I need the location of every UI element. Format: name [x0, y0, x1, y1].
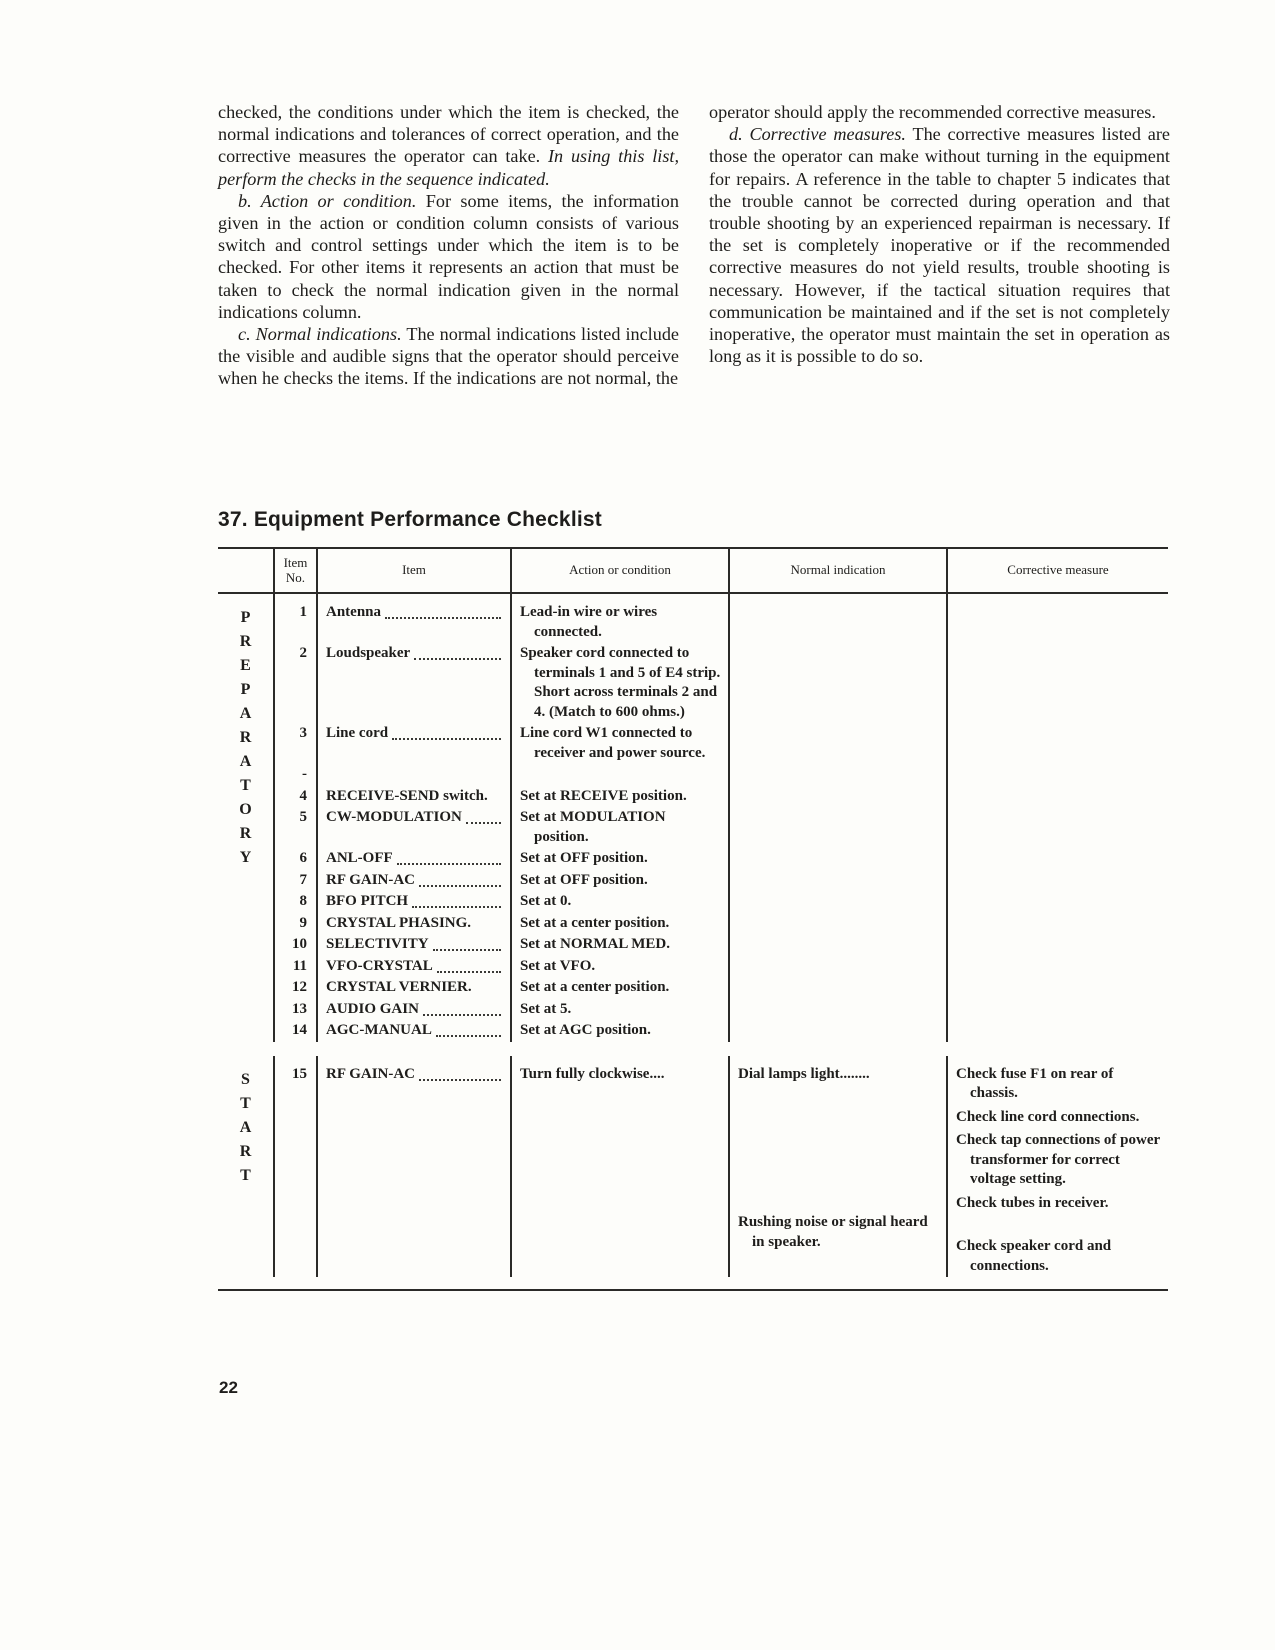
action-text: Set at a center position. [520, 979, 670, 995]
corrective-measure-cell [948, 848, 1168, 870]
normal-indication-cell [730, 1056, 948, 1278]
section-heading: 37. Equipment Performance Checklist [218, 508, 602, 531]
dotted-leader [385, 603, 501, 619]
corrective-measure-cell [948, 723, 1168, 764]
action-cell [512, 1056, 730, 1278]
normal-indication-cell [730, 891, 948, 913]
action-cell [512, 956, 730, 978]
item-cell [318, 594, 512, 643]
action-text: Set at 0. [520, 893, 572, 909]
action-cell [512, 870, 730, 892]
corrective-measure-cell [948, 913, 1168, 935]
table-row [275, 934, 1168, 956]
item-cell [318, 643, 512, 723]
normal-indication-cell [730, 764, 948, 786]
action-text: Line cord W1 connected to receiver and power source. [520, 725, 706, 761]
group-label-letter: Y [239, 849, 252, 866]
italic-segment: b. Action or condition. [238, 190, 417, 211]
item-number-cell: 6 [275, 848, 318, 870]
item-name [326, 765, 340, 785]
item-header: Item [318, 549, 512, 592]
action-cell [512, 848, 730, 870]
table-row [275, 1020, 1168, 1042]
action-cell [512, 999, 730, 1021]
group-column-header [218, 549, 275, 592]
item-cell [318, 786, 512, 808]
normal-indication-cell [730, 848, 948, 870]
text-segment: The normal indications listed include the visible and audible signs that the operator should perceive when he checks the items. If the indications are not normal, the [218, 324, 679, 389]
action-text: Set at a center position. [520, 914, 670, 931]
item-number-cell: 3 [275, 723, 318, 764]
table-group-start [218, 1056, 1168, 1292]
group-label-letter: S [241, 1070, 250, 1088]
table-row [275, 1056, 1168, 1278]
item-number-cell: 2 [275, 643, 318, 723]
dotted-leader [433, 935, 501, 951]
normal-indication-cell [730, 870, 948, 892]
corrective-measure-text: Check fuse F1 on rear of chassis. [956, 1065, 1114, 1101]
group-label-start [218, 1056, 275, 1278]
action-text: Set at AGC position. [520, 1022, 651, 1038]
action-cell [512, 934, 730, 956]
item-cell [318, 1056, 512, 1278]
item-number-cell: 14 [275, 1020, 318, 1042]
group-label-letter: E [240, 657, 251, 674]
corrective-measure-cell [948, 1020, 1168, 1042]
action-cell [512, 643, 730, 723]
item-number-cell: 9 [275, 913, 318, 935]
corrective-measure-cell [948, 934, 1168, 956]
table-group-preparatory [218, 594, 1168, 1042]
item-name: AUDIO GAIN [326, 1000, 419, 1017]
table-header-row [218, 547, 1168, 594]
item-cell [318, 891, 512, 913]
item-cell [318, 848, 512, 870]
group-label-preparatory [218, 594, 275, 1042]
action-text: Set at RECEIVE position. [520, 787, 687, 804]
italic-segment: d. Corrective measures. [729, 124, 906, 145]
action-cell [512, 891, 730, 913]
action-cell [512, 764, 730, 786]
corrective-measure-cell [948, 870, 1168, 892]
corrective-measure-cell [948, 643, 1168, 723]
item-cell [318, 934, 512, 956]
table-row [275, 786, 1168, 808]
action-text: Lead-in wire or wires connected. [520, 604, 658, 640]
table-row [275, 807, 1168, 848]
item-name: Line cord [326, 725, 389, 741]
corrective-measure-cell [948, 956, 1168, 978]
table-rows [275, 1056, 1168, 1278]
table-row [275, 764, 1168, 786]
item-cell [318, 999, 512, 1021]
action-header: Action or condition [512, 549, 730, 592]
table-row [275, 870, 1168, 892]
item-cell [318, 956, 512, 978]
table-row [275, 594, 1168, 643]
corrective-measure-cell [948, 1056, 1168, 1278]
dotted-leader [419, 1065, 501, 1081]
group-label-letter: P [240, 609, 251, 626]
item-cell [318, 764, 512, 786]
item-cell [318, 913, 512, 935]
item-number-cell: 8 [275, 891, 318, 913]
action-text: Set at OFF position. [520, 850, 648, 866]
item-number-cell: 13 [275, 999, 318, 1021]
normal-indication-text: Dial lamps light........ [738, 1065, 870, 1082]
paragraph [218, 101, 679, 190]
item-name: SELECTIVITY [326, 936, 429, 952]
item-number-cell: 15 [275, 1056, 318, 1278]
dotted-leader [392, 724, 501, 740]
italic-segment: In using this list, perform the checks in the sequence indicated. [218, 146, 679, 189]
normal-indication-cell [730, 977, 948, 999]
item-number-cell: 7 [275, 870, 318, 892]
action-cell [512, 807, 730, 848]
corrective-measure-cell [948, 764, 1168, 786]
dotted-leader [412, 892, 501, 908]
intro-right-column [709, 101, 1170, 390]
corrective-measure-cell [948, 807, 1168, 848]
item-number-cell: 5 [275, 807, 318, 848]
text-segment: The corrective measures listed are those the operator can make without turning in the equipment for repairs. A reference in the table to chapter 5 indicates that the trouble cannot be corrected during operation and that trouble shooting by an experienced repairman is necessary. If the set is completely inoperative or if the recommended corrective measures do not yield results, trouble shooting is necessary. However, if the tactical situation requires that communication be maintained and if the set is not completely inoperative, the operator must maintain the set in operation as long as it is possible to do so. [709, 124, 1170, 367]
action-cell [512, 594, 730, 643]
equipment-checklist-table [218, 547, 1168, 1291]
item-number-cell: 12 [275, 977, 318, 999]
table-row [275, 848, 1168, 870]
italic-segment: c. Normal indications. [238, 324, 402, 345]
item-name: AGC-MANUAL [326, 1022, 432, 1038]
group-label-letter: R [239, 633, 252, 650]
corrective-measure-text: Check tubes in receiver. [956, 1194, 1109, 1211]
group-label-letter: T [240, 777, 251, 794]
item-name: Antenna [326, 604, 382, 620]
group-label-letter: O [239, 801, 252, 818]
dotted-leader [436, 1021, 501, 1037]
normal-indication-cell [730, 786, 948, 808]
page-number: 22 [219, 1378, 238, 1397]
item-cell [318, 723, 512, 764]
item-number-cell: 11 [275, 956, 318, 978]
table-row [275, 723, 1168, 764]
group-label-letter: T [240, 1166, 251, 1184]
item-cell [318, 870, 512, 892]
normal-indication-cell [730, 999, 948, 1021]
item-name: CW-MODULATION [326, 809, 462, 825]
item-number-cell: 10 [275, 934, 318, 956]
group-label-letter: R [239, 825, 252, 842]
normal-indication-cell [730, 934, 948, 956]
group-label-letter: R [239, 729, 252, 746]
paragraph [218, 190, 679, 323]
group-label-letter: A [239, 1118, 252, 1136]
table-row [275, 891, 1168, 913]
item-name: Loudspeaker [326, 645, 411, 661]
table-row [275, 913, 1168, 935]
normal-indication-cell [730, 643, 948, 723]
item-name: RF GAIN-AC [326, 1065, 416, 1082]
corrective-measure-text: Check line cord connections. [956, 1108, 1140, 1125]
action-text: Speaker cord connected to terminals 1 and 5 of E4 strip. Short across terminals 2 and 4. (Match to 600 ohms.) [520, 645, 721, 720]
item-name: VFO-CRYSTAL [326, 957, 433, 974]
item-number-cell: 4 [275, 786, 318, 808]
item-name: CRYSTAL PHASING. [326, 914, 472, 931]
table-row [275, 999, 1168, 1021]
corrective-measure-text: Check tap connections of power transformer for correct voltage setting. [956, 1132, 1160, 1187]
text-segment: checked, the conditions under which the item is checked, the normal indications and tolerances of correct operation, and the corrective measures the operator can take. [218, 102, 679, 167]
corrective-measure-cell [948, 594, 1168, 643]
action-text: Set at VFO. [520, 957, 596, 974]
paragraph [709, 123, 1170, 367]
action-text: Set at 5. [520, 1000, 572, 1017]
item-number-cell: 1 [275, 594, 318, 643]
table-row [275, 977, 1168, 999]
group-label-letter: A [239, 753, 252, 770]
normal-indication-header: Normal indication [730, 549, 948, 592]
corrective-measure-cell [948, 891, 1168, 913]
dotted-leader [466, 808, 501, 824]
corrective-measure-cell [948, 786, 1168, 808]
item-name: BFO PITCH [326, 893, 409, 909]
action-cell [512, 723, 730, 764]
item-name: ANL-OFF [326, 850, 393, 866]
table-row [275, 956, 1168, 978]
action-cell [512, 913, 730, 935]
text-segment: operator should apply the recommended corrective measures. [709, 102, 1156, 122]
action-cell [512, 1020, 730, 1042]
action-text: Set at OFF position. [520, 871, 648, 888]
dotted-leader [423, 1000, 501, 1016]
dotted-leader [437, 957, 501, 973]
normal-indication-text: Rushing noise or signal heard in speaker. [738, 1214, 928, 1250]
normal-indication-cell [730, 913, 948, 935]
table-row [275, 643, 1168, 723]
normal-indication-cell [730, 807, 948, 848]
corrective-measure-header: Corrective measure [1007, 562, 1109, 578]
item-name: RF GAIN-AC [326, 871, 416, 888]
intro-left-column [218, 101, 679, 390]
normal-indication-cell [730, 594, 948, 643]
item-cell [318, 1020, 512, 1042]
normal-indication-cell [730, 723, 948, 764]
dotted-leader [397, 849, 501, 865]
action-text: Turn fully clockwise.... [520, 1065, 665, 1082]
item-no-header: Item No. [275, 549, 318, 592]
item-cell [318, 807, 512, 848]
corrective-measure-cell [948, 999, 1168, 1021]
corrective-measure-text: Check speaker cord and connections. [956, 1238, 1112, 1274]
group-label-letter: R [239, 1142, 252, 1160]
dotted-leader [414, 644, 501, 660]
table-rows [275, 594, 1168, 1042]
paragraph [709, 101, 1170, 123]
paragraph [218, 323, 679, 390]
item-name: CRYSTAL VERNIER. [326, 979, 472, 995]
action-cell [512, 786, 730, 808]
group-label-letter: A [239, 705, 252, 722]
intro-text [218, 101, 1170, 390]
text-segment: For some items, the information given in the action or condition column consists of various switch and control settings under which the item is to be checked. For other items it represents an action that must be taken to check the normal indication given in the normal indications column. [218, 190, 679, 322]
group-label-letter: T [240, 1094, 251, 1112]
table-body-groups [218, 594, 1168, 1291]
action-cell [512, 977, 730, 999]
item-name: RECEIVE-SEND switch. [326, 787, 488, 804]
action-text: Set at NORMAL MED. [520, 936, 670, 952]
item-number-cell: - [275, 764, 318, 786]
normal-indication-cell [730, 1020, 948, 1042]
action-text: Set at MODULATION position. [520, 809, 666, 845]
corrective-measure-cell [948, 977, 1168, 999]
item-cell [318, 977, 512, 999]
normal-indication-cell [730, 956, 948, 978]
group-label-letter: P [240, 681, 251, 698]
dotted-leader [419, 871, 501, 887]
